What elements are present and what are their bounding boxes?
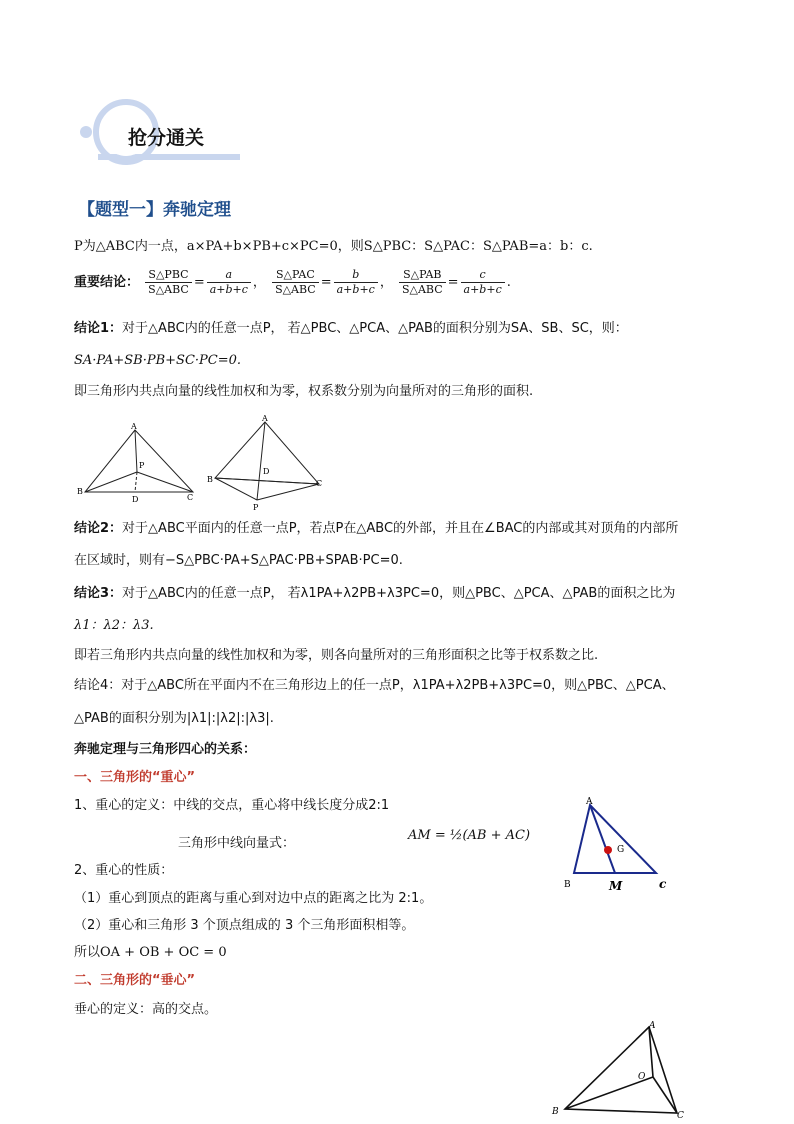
fig2-label-c: C [316,479,323,488]
fig2-label-d: D [263,467,270,476]
centroid-definition: 1、重心的定义：中线的交点，重心将中线长度分成2:1 [74,798,390,813]
frac-num: a [207,268,251,283]
median-label: 三角形中线向量式： [178,836,296,851]
centroid-point [604,846,612,854]
frac-num: S△PAB [399,268,446,283]
fig2-label-b: B [207,475,213,484]
frac-den: a+b+c [336,283,375,296]
frac-den: S△ABC [401,283,443,296]
centroid-label-c: c [659,877,667,891]
orthocenter-definition: 垂心的定义：高的交点。 [74,1002,218,1017]
centroid-property-title: 2、重心的性质： [74,863,174,878]
conclusion1-label: 结论1： [74,321,123,336]
fig1-label-d: D [132,495,139,504]
fig1-label-p: P [139,461,145,470]
centroid-label-g: G [617,845,625,855]
conclusion1-formula: SA·PA+SB·PB+SC·PC=0. [74,353,242,368]
conclusion1-text: 对于△ABC内的任意一点P， 若△PBC、△PCA、△PAB的面积分别为SA、SB、SC，则： [122,321,628,336]
conclusion2-label: 结论2： [74,521,123,536]
centroid-vector-sum: 所以OA + OB + OC = 0 [74,945,227,960]
fig1-label-b: B [77,487,83,496]
conclusion4-line1: 结论4：对于△ABC所在平面内不在三角形边上的任一点P，λ1PA+λ2PB+λ3PC=0，则△PBC、△PCA、 [74,678,675,693]
figure-orthocenter [545,1015,695,1124]
conclusion2-text: 对于△ABC平面内的任意一点P，若点P在△ABC的外部，并且在∠BAC的内部或其对顶角的内部所 [122,521,679,536]
orthocenter-heading: 二、三角形的“垂心” [74,973,196,988]
fig1-label-c: C [187,493,194,502]
frac-den: a+b+c [209,283,248,296]
conclusion3-explain: 即若三角形内共点向量的线性加权和为零，则各向量所对的三角形面积之比等于权系数之比. [74,648,599,663]
ortho-label-c: C [677,1111,684,1120]
frac-den: S△ABC [148,283,189,296]
figure-centroid [560,795,670,899]
ortho-label-b: B [552,1107,559,1117]
figure-triangle-interior-point [75,420,200,509]
figure-triangle-exterior-point [205,412,330,516]
centroid-label-a: A [586,797,593,807]
centroid-property2: （2）重心和三角形 3 个顶点组成的 3 个三角形面积相等。 [74,918,415,933]
fig1-label-a: A [131,422,137,431]
intro-statement: P为△ABC内一点，a×PA+b×PB+c×PC=0，则S△PBC：S△PAC：S△PAB=a：b：c. [74,239,593,254]
conclusion3-line1 [74,585,675,603]
relation-title: 奔驰定理与三角形四心的关系： [74,742,257,757]
page-title: 抢分通关 [128,127,205,149]
conclusion3-label: 结论3： [74,586,123,601]
conclusion1-line [74,320,628,338]
conclusion2-line2: 在区域时，则有−S△PBC·PA+S△PAC·PB+SPAB·PC=0. [74,553,403,568]
centroid-heading: 一、三角形的“重心” [74,770,196,785]
important-label: 重要结论： [74,275,140,290]
frac-num: S△PAC [272,268,319,283]
conclusion3-line2: λ1：λ2：λ3. [74,618,154,633]
conclusion4-line2: △PAB的面积分别为|λ1|:|λ2|:|λ3|. [74,711,274,726]
frac-den: S△ABC [275,283,316,296]
conclusion2-line1 [74,520,678,538]
conclusion1-explain: 即三角形内共点向量的线性加权和为零，权系数分别为向量所对的三角形的面积. [74,384,534,399]
frac-num: b [334,268,378,283]
frac-num: c [461,268,505,283]
frac-den: a+b+c [463,283,502,296]
ortho-label-o: O [638,1072,646,1082]
frac-num: S△PBC [145,268,192,283]
fig2-label-a: A [262,414,268,423]
centroid-property1: （1）重心到顶点的距离与重心到对边中点的距离之比为 2:1。 [74,891,433,906]
ortho-label-a: A [649,1021,656,1031]
important-conclusion: 重要结论： $\frac{\text{S△PBC}}{\text{S△ABC}}$ = $\frac{a}{a+b+c}$ ， $\frac{\text{S△PAC}}{\text{S△ABC}}$ = $\frac{b}{a+b+c}$ ， $\frac{\text{S△PAB}}{\text{S△ABC}}$ = $\frac{c}{a+b+c}$ . [74,268,511,296]
centroid-label-b: B [564,880,571,890]
conclusion3-text: 对于△ABC内的任意一点P， 若λ1PA+λ2PB+λ3PC=0，则△PBC、△PCA、△PAB的面积之比为 [122,586,676,601]
median-formula: AM = ½(AB + AC) [408,828,531,843]
section-title: 【题型一】奔驰定理 [78,200,231,220]
centroid-label-m: M [609,879,623,893]
fig2-label-p: P [253,503,259,512]
